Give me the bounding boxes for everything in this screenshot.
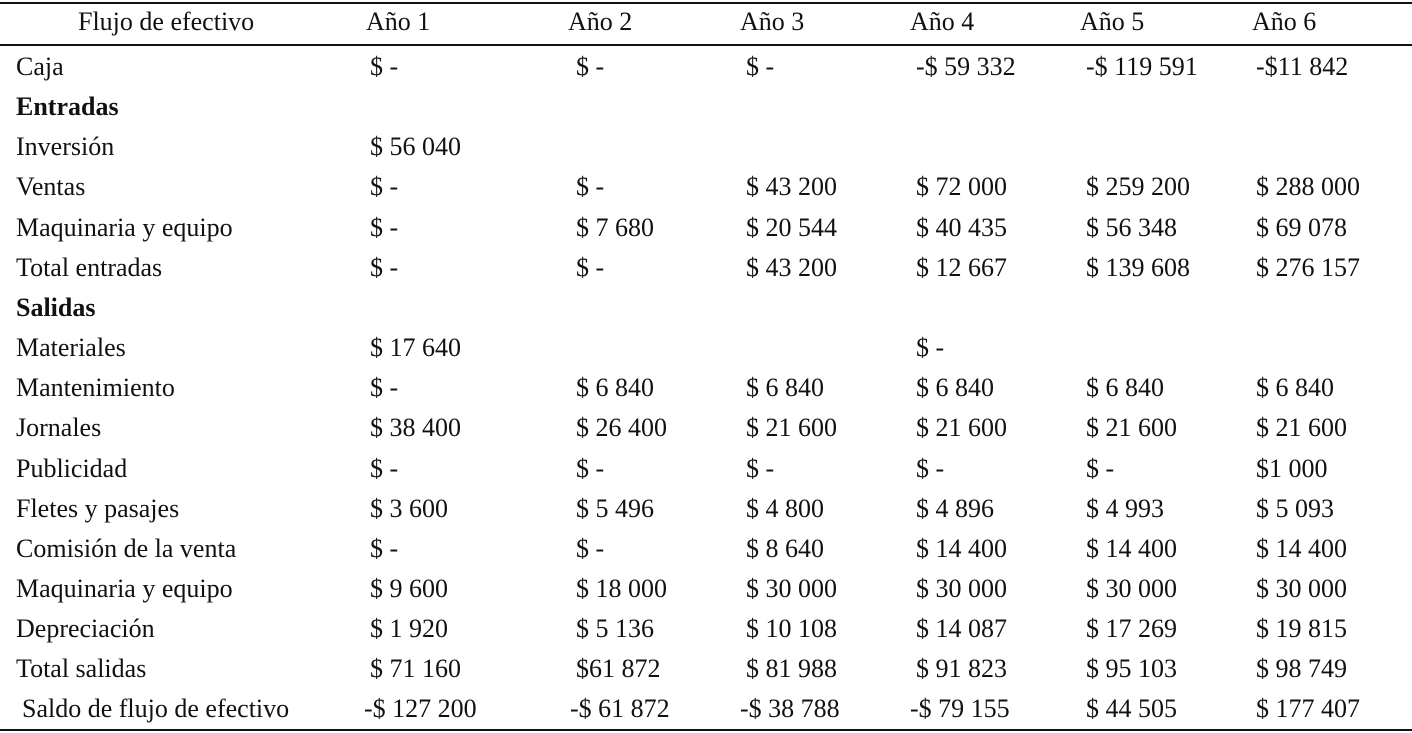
row-label: Total salidas [16,654,147,684]
value-cell-year-5: $ 14 400 [1086,533,1177,563]
value-cell-year-3: $ 43 200 [746,172,837,202]
value-cell-year-3: $ 30 000 [746,573,837,603]
value-cell-year-4: $ 12 667 [916,252,1007,282]
value-cell-year-5: $ 44 505 [1086,694,1177,724]
table-row [0,167,1412,207]
value-cell-year-6: $ 21 600 [1256,413,1347,443]
value-cell-year-5: $ 21 600 [1086,413,1177,443]
value-cell-year-3: $ - [746,52,775,81]
value-cell-year-1: $ - [370,373,399,403]
value-cell-year-6: $ 19 815 [1256,614,1347,644]
row-label: Materiales [16,333,126,363]
row-label: Depreciación [16,614,155,644]
value-cell-year-5: $ 6 840 [1086,373,1164,403]
row-label: Fletes y pasajes [16,493,180,523]
row-label: Caja [16,52,64,81]
table-row [0,449,1412,489]
value-cell-year-1: $ 9 600 [370,573,448,603]
table-row [0,689,1412,729]
value-cell-year-4: $ 91 823 [916,654,1007,684]
value-cell-year-6: $1 000 [1256,453,1328,483]
table-header-row [0,2,1412,42]
value-cell-year-6: $ 30 000 [1256,573,1347,603]
table-row [0,408,1412,448]
row-label: Maquinaria y equipo [16,573,233,603]
value-cell-year-4: $ 14 400 [916,533,1007,563]
value-cell-year-3: $ 6 840 [746,373,824,403]
value-cell-year-4: $ 6 840 [916,373,994,403]
row-label: Maquinaria y equipo [16,212,233,242]
value-cell-year-6: $ 14 400 [1256,533,1347,563]
row-label: Publicidad [16,453,128,483]
value-cell-year-4: $ - [916,453,945,483]
value-cell-year-1: $ 71 160 [370,654,461,684]
table-row [0,569,1412,609]
value-cell-year-3: $ 20 544 [746,212,837,242]
value-cell-year-2: $ - [576,533,605,563]
row-label: Mantenimiento [16,373,175,403]
value-cell-year-2: $ 18 000 [576,573,667,603]
header-cell-year-3: Año 3 [740,7,805,36]
table-row [0,127,1412,167]
row-label: Saldo de flujo de efectivo [22,694,290,724]
row-label: Comisión de la venta [16,533,237,563]
table-row [0,529,1412,569]
value-cell-year-4: $ 40 435 [916,212,1007,242]
table-row [0,489,1412,529]
value-cell-year-5: $ 30 000 [1086,573,1177,603]
value-cell-year-1: $ - [370,52,399,81]
value-cell-year-6: $ 177 407 [1256,694,1360,724]
value-cell-year-2: $ - [576,252,605,282]
table-row [0,248,1412,288]
value-cell-year-1: $ - [370,453,399,483]
value-cell-year-1: $ 17 640 [370,333,461,363]
value-cell-year-2: $ - [576,172,605,202]
value-cell-year-1: $ - [370,172,399,202]
value-cell-year-1: $ 38 400 [370,413,461,443]
value-cell-year-5: $ 56 348 [1086,212,1177,242]
value-cell-year-2: $ 5 496 [576,493,654,523]
value-cell-year-3: $ - [746,453,775,483]
value-cell-year-6: $ 5 093 [1256,493,1334,523]
value-cell-year-4: $ 72 000 [916,172,1007,202]
value-cell-year-1: $ 56 040 [370,132,461,162]
value-cell-year-2: -$ 61 872 [570,694,670,724]
header-cell-year-1: Año 1 [366,7,431,36]
table-row [0,609,1412,649]
value-cell-year-6: $ 276 157 [1256,252,1360,282]
value-cell-year-6: $ 98 749 [1256,654,1347,684]
table-bottom-rule [0,729,1412,731]
value-cell-year-5: -$ 119 591 [1086,52,1198,81]
value-cell-year-6: $ 288 000 [1256,172,1360,202]
value-cell-year-1: $ - [370,212,399,242]
value-cell-year-6: $ 69 078 [1256,212,1347,242]
value-cell-year-2: $ 7 680 [576,212,654,242]
value-cell-year-1: $ - [370,252,399,282]
row-label: Salidas [16,292,96,322]
value-cell-year-3: -$ 38 788 [740,694,840,724]
value-cell-year-2: $61 872 [576,654,661,684]
header-cell-year-2: Año 2 [568,7,633,36]
header-cell-year-4: Año 4 [910,7,975,36]
row-label: Inversión [16,132,115,162]
table-row [0,649,1412,689]
header-cell-year-6: Año 6 [1252,7,1317,36]
value-cell-year-6: $ 6 840 [1256,373,1334,403]
table-header-rule [0,44,1412,46]
value-cell-year-2: $ 26 400 [576,413,667,443]
value-cell-year-3: $ 10 108 [746,614,837,644]
header-cell-year-5: Año 5 [1080,7,1145,36]
value-cell-year-1: $ - [370,533,399,563]
value-cell-year-1: -$ 127 200 [364,694,477,724]
value-cell-year-4: $ 21 600 [916,413,1007,443]
table-row [0,208,1412,248]
value-cell-year-4: $ 4 896 [916,493,994,523]
value-cell-year-4: $ 14 087 [916,614,1007,644]
value-cell-year-1: $ 3 600 [370,493,448,523]
table-row [0,47,1412,87]
value-cell-year-5: $ 17 269 [1086,614,1177,644]
row-label: Ventas [16,172,86,202]
section-header-row [0,288,1412,328]
value-cell-year-3: $ 81 988 [746,654,837,684]
value-cell-year-3: $ 8 640 [746,533,824,563]
value-cell-year-5: $ 4 993 [1086,493,1164,523]
table-row [0,368,1412,408]
section-header-row [0,87,1412,127]
value-cell-year-4: $ - [916,333,945,363]
value-cell-year-3: $ 21 600 [746,413,837,443]
value-cell-year-4: $ 30 000 [916,573,1007,603]
value-cell-year-6: -$11 842 [1256,52,1349,81]
value-cell-year-2: $ 6 840 [576,373,654,403]
value-cell-year-3: $ 43 200 [746,252,837,282]
value-cell-year-5: $ - [1086,453,1115,483]
value-cell-year-2: $ - [576,52,605,81]
value-cell-year-4: -$ 79 155 [910,694,1010,724]
value-cell-year-5: $ 139 608 [1086,252,1190,282]
value-cell-year-5: $ 259 200 [1086,172,1190,202]
value-cell-year-2: $ 5 136 [576,614,654,644]
value-cell-year-1: $ 1 920 [370,614,448,644]
value-cell-year-2: $ - [576,453,605,483]
row-label: Entradas [16,92,119,122]
header-cell-concept: Flujo de efectivo [78,7,255,36]
table-row [0,328,1412,368]
value-cell-year-3: $ 4 800 [746,493,824,523]
row-label: Total entradas [16,252,163,282]
value-cell-year-4: -$ 59 332 [916,52,1016,81]
row-label: Jornales [16,413,102,443]
value-cell-year-5: $ 95 103 [1086,654,1177,684]
